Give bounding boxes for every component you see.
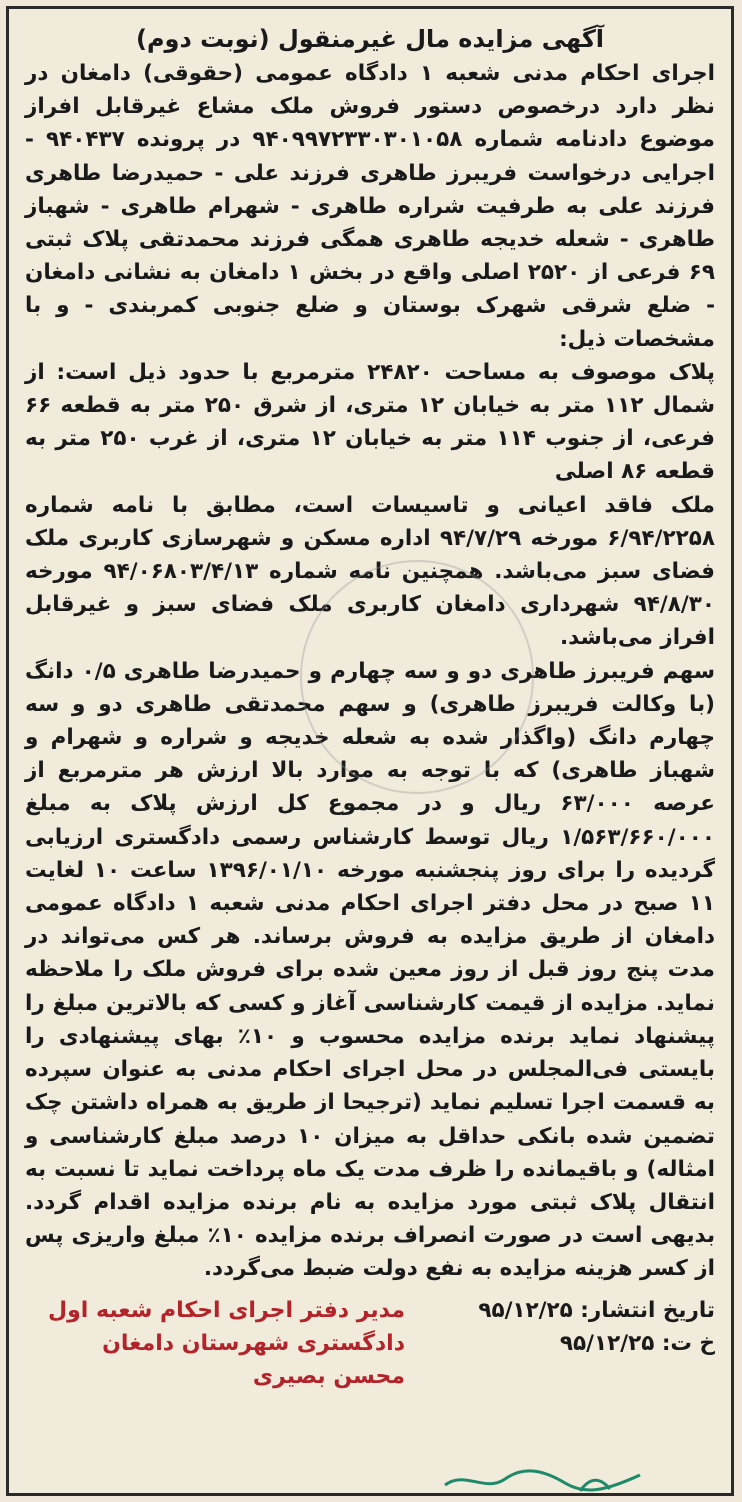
paragraph-terms: سهم فریبرز طاهری دو و سه چهارم و حمیدرضا طاهری ۰/۵ دانگ (با وکالت فریبرز طاهری) و سهم محمدتقی طاهری دو و سه چهارم دانگ (واگذار شده به شعله خدیجه و شراره و شهرام و شهباز طاهری) که با توجه به موارد بالا ارزش هر مترمربع از عرصه ۶۳/۰۰۰ ریال و در مجموع کل ارزش پلاک به مبلغ ۱/۵۶۳/۶۶۰/۰۰۰ ریال توسط کارشناس رسمی دادگستری ارزیابی گردیده را برای روز پنجشنبه مورخه ۱۳۹۶/۰۱/۱۰ ساعت ۱۰ لغایت ۱۱ صبح در محل دفتر اجرای احکام مدنی شعبه ۱ دادگاه عمومی دامغان از طریق مزایده به فروش برساند. هر کس می‌تواند در مدت پنج روز قبل از روز معین شده برای فروش ملک را ملاحظه نماید. مزایده از قیمت کارشناسی آغاز و کسی که بالاترین مبلغ را پیشنهاد نماید برنده مزایده محسوب و ۱۰٪ بهای پیشنهادی را بایستی فی‌المجلس در محل اجرای احکام مدنی به عنوان سپرده به قسمت اجرا تسلیم نماید (ترجیحا از طریق به همراه داشتن چک تضمین شده بانکی حداقل به میزان ۱۰ درصد مبلغ کارشناسی و امثاله) و باقیمانده را ظرف مدت یک ماه پرداخت نماید تا نسبت به انتقال پلاک ثبتی مورد مزایده به نام برنده مزایده اقدام گردد. بدیهی است در صورت انصراف برنده مزایده ۱۰٪ مبلغ واریزی پس از کسر هزینه مزایده به نفع دولت ضبط می‌گردد.: [25, 658, 716, 1282]
kh-t-date: خ ت: ۹۵/۱۲/۲۵: [559, 1330, 715, 1356]
notice-title: آگهی مزایده مال غیرمنقول (نوبت دوم): [136, 25, 604, 53]
paragraph-intro: اجرای احکام مدنی شعبه ۱ دادگاه عمومی (حقوقی) دامغان در نظر دارد درخصوص دستور فروش ملک مشاع غیرقابل افراز موضوع دادنامه شماره ۹۴۰۹۹۷۲۳۳۰۳۰۱۰۵۸ در پرونده ۹۴۰۴۳۷ - اجرایی درخواست فریبرز طاهری فرزند علی - حمیدرضا طاهری فرزند علی به طرفیت شراره طاهری - شهرام طاهری - شهباز طاهری - شعله خدیجه طاهری همگی فرزند محمدتقی پلاک ثبتی ۶۹ فرعی از ۲۵۲۰ اصلی واقع در بخش ۱ دامغان به نشانی دامغان - ضلع شرقی شهرک بوستان و ضلع جنوبی کمربندی - و با مشخصات ذیل:: [25, 61, 716, 352]
signature-block: [25, 1294, 405, 1393]
signature-line-2: دادگستری شهرستان دامغان: [102, 1330, 405, 1356]
legal-notice: [6, 6, 734, 1496]
signature-line-3: محسن بصیری: [252, 1363, 405, 1389]
handwritten-mark-icon: [440, 1465, 650, 1495]
dates-block: [395, 1294, 715, 1360]
publish-date: تاریخ انتشار: ۹۵/۱۲/۲۵: [478, 1297, 715, 1323]
paragraph-usage: ملک فاقد اعیانی و تاسیسات است، مطابق با نامه شماره ۶/۹۴/۲۲۵۸ مورخه ۹۴/۷/۲۹ اداره مسکن و شهرسازی کاربری ملک فضای سبز می‌باشد. همچنین نامه شماره ۹۴/۰۶۸۰۳/۴/۱۳ مورخه ۹۴/۸/۳۰ شهرداری دامغان کاربری ملک فضای سبز و غیرقابل افراز می‌باشد.: [25, 492, 715, 651]
signature-line-1: مدیر دفتر اجرای احکام شعبه اول: [48, 1297, 405, 1323]
notice-footer: [25, 1290, 715, 1410]
paragraph-boundaries: پلاک موصوف به مساحت ۲۴۸۲۰ مترمربع با حدود ذیل است: از شمال ۱۱۲ متر به خیابان ۱۲ متری، از شرق ۲۵۰ متر به قطعه ۶۶ فرعی، از جنوب ۱۱۴ متر به خیابان ۱۲ متری، از غرب ۲۵۰ متر به قطعه ۸۶ اصلی: [25, 359, 716, 485]
